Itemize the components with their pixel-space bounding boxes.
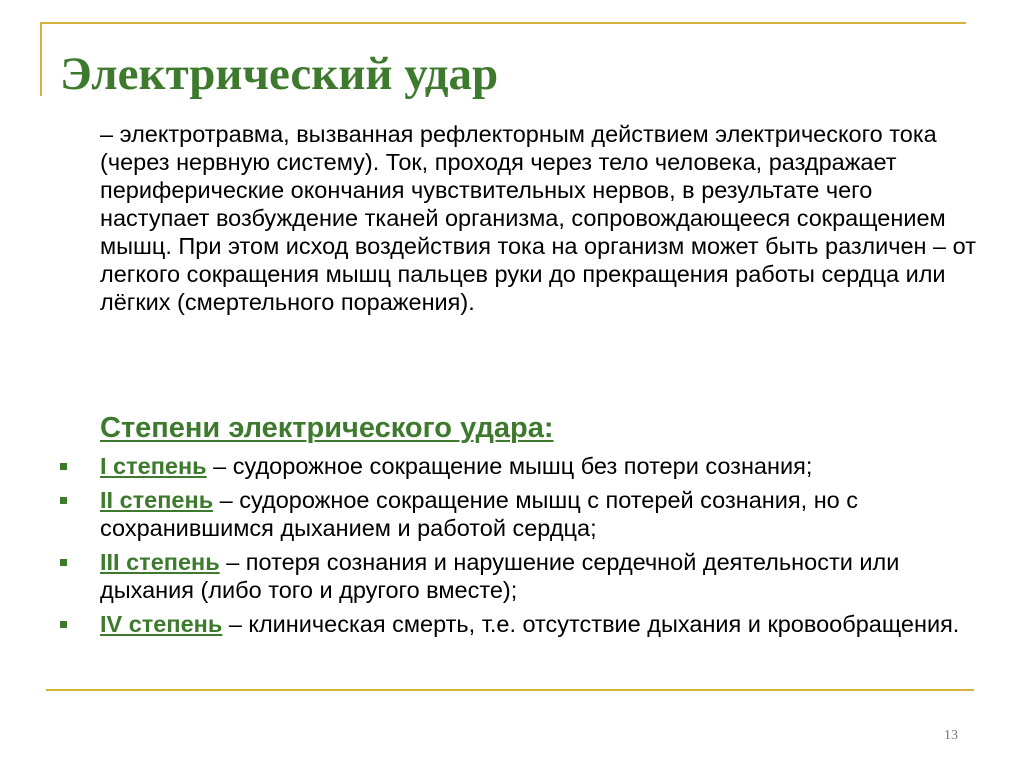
degree-description: – потеря сознания и нарушение сердечной деятельности или дыхания (либо того и другого вместе); [100,549,900,603]
slide-title: Электрический удар [60,48,499,100]
degree-term: III степень [100,549,220,575]
degree-item-4 [56,610,976,638]
square-bullet-icon [60,463,67,470]
degree-term: IV степень [100,611,223,637]
degree-item-2 [56,486,976,542]
degrees-list [56,452,976,644]
degree-term: I степень [100,453,207,479]
square-bullet-icon [60,621,67,628]
degree-description: – судорожное сокращение мышц без потери сознания; [206,453,813,479]
degree-description: – клиническая смерть, т.е. отсутствие дыхания и кровообращения. [222,611,960,637]
frame-left-line [40,22,42,96]
definition-paragraph: – электротравма, вызванная рефлекторным действием электрического тока (через нервную систему). Ток, проходя через тело человека, раздражает периферические окончания чувствительных нервов, в результате чего наступает возбуждение тканей организма, сопровождающееся сокращением мышц. При этом исход воздействия тока на организм может быть различен – от легкого сокращения мышц пальцев руки до прекращения работы сердца или лёгких (смертельного поражения). [100,121,976,315]
frame-top-line [40,22,966,24]
square-bullet-icon [60,559,67,566]
degree-item-1 [56,452,976,480]
frame-bottom-line [46,689,974,691]
page-number: 13 [944,728,958,743]
square-bullet-icon [60,497,67,504]
degree-description: – судорожное сокращение мышц с потерей сознания, но с сохранившимся дыханием и работой сердца; [100,487,859,541]
degrees-heading: Степени электрического удара: [100,412,554,444]
degree-term: II степень [100,487,214,513]
degree-item-3 [56,548,976,604]
